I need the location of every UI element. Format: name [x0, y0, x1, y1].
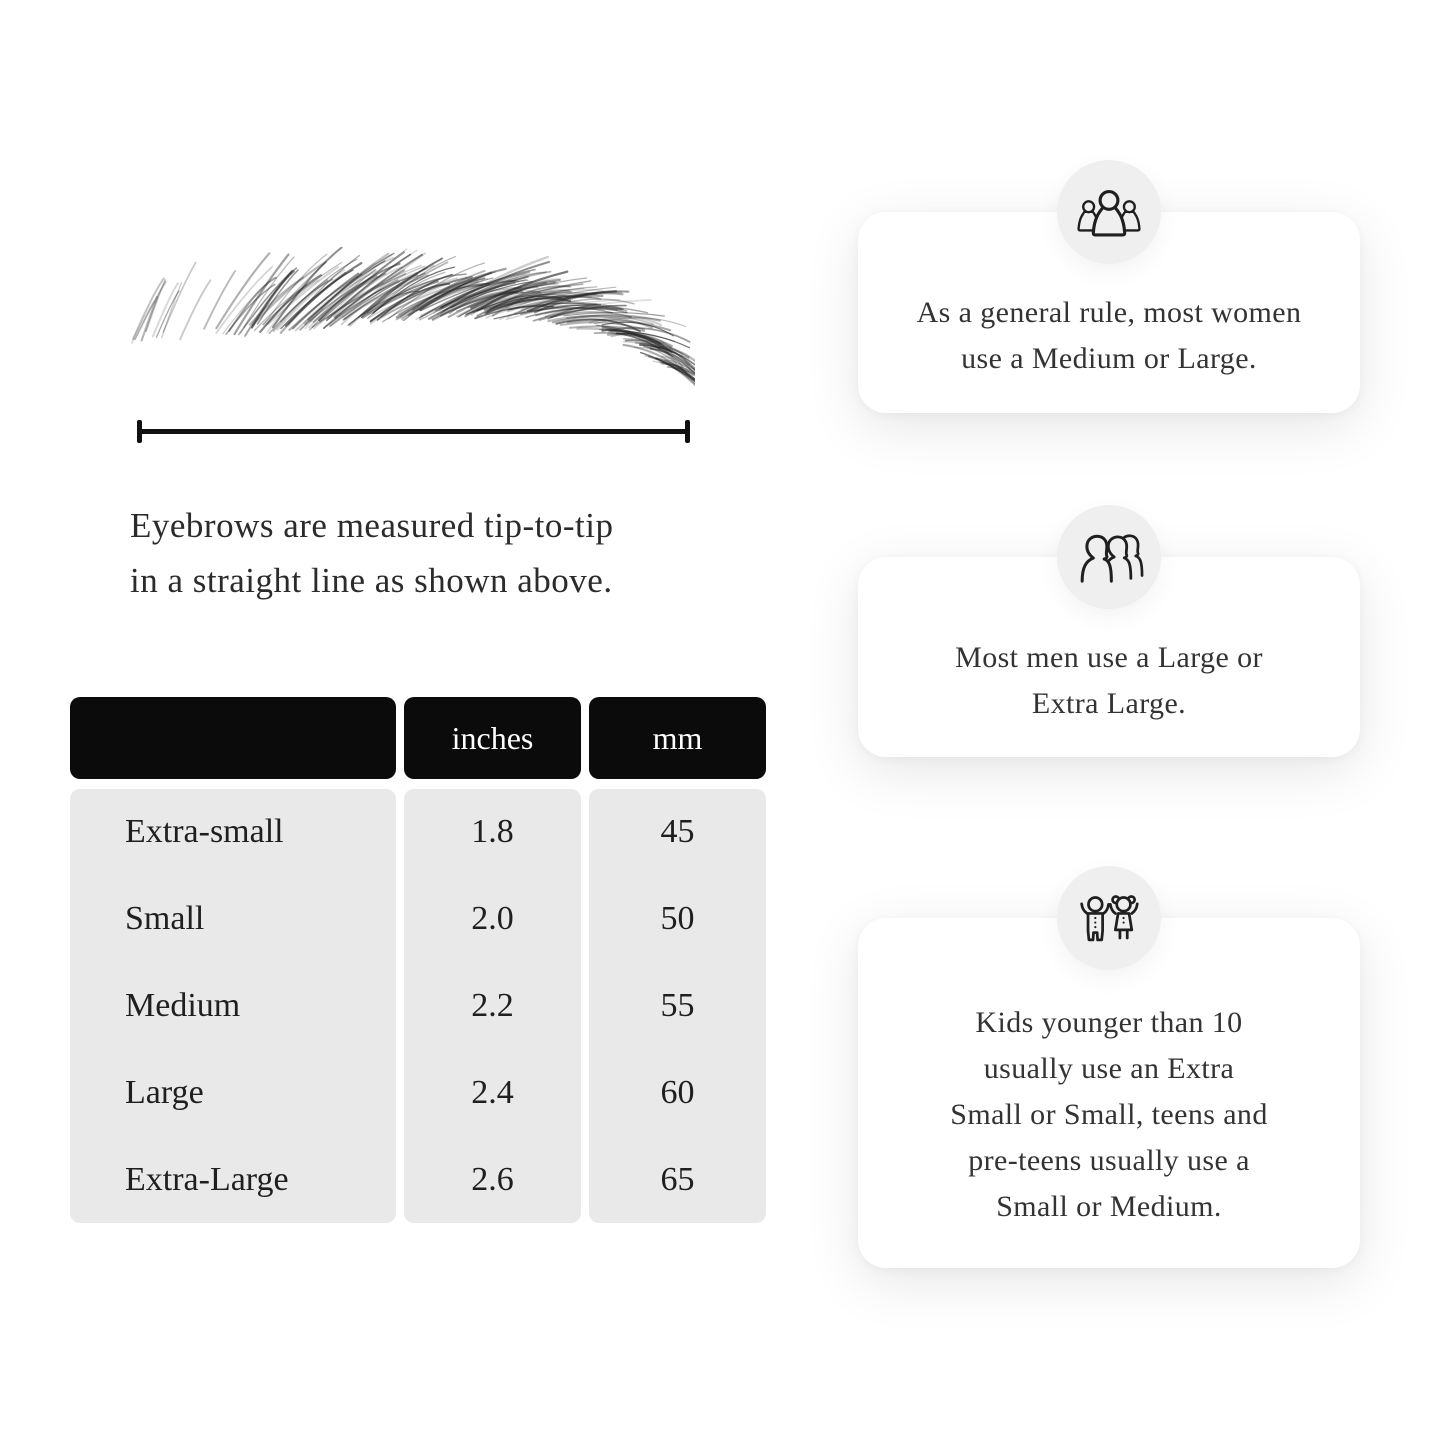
measurement-line-right-cap	[685, 420, 690, 443]
table-header-size	[70, 697, 396, 779]
size-table-header	[70, 697, 766, 779]
measurement-line-left-cap	[137, 420, 142, 443]
size-mm: 50	[660, 900, 695, 938]
size-inches: 2.6	[471, 1160, 514, 1198]
info-card-men	[858, 557, 1360, 757]
size-name: Extra-Large	[125, 1160, 289, 1198]
size-table	[70, 697, 766, 1223]
size-inches: 1.8	[471, 813, 514, 851]
size-inches: 2.4	[471, 1073, 514, 1111]
size-inches: 2.0	[471, 900, 514, 938]
table-header-inches: inches	[404, 697, 581, 779]
size-mm: 60	[660, 1073, 695, 1111]
size-mm: 65	[660, 1160, 695, 1198]
size-name: Large	[125, 1073, 204, 1111]
size-name: Medium	[125, 986, 241, 1024]
size-mm: 45	[660, 813, 695, 851]
info-card-men-text: Most men use a Large or Extra Large.	[955, 641, 1263, 720]
table-row	[70, 876, 766, 963]
women-group-icon	[1057, 160, 1161, 264]
table-row	[70, 963, 766, 1050]
caption-line: Eyebrows are measured tip-to-tip	[130, 506, 614, 545]
kids-icon	[1057, 866, 1161, 970]
size-table-body	[70, 789, 766, 1223]
size-mm: 55	[660, 986, 695, 1024]
table-row	[70, 1049, 766, 1136]
table-header-mm: mm	[589, 697, 766, 779]
info-card-women-text: As a general rule, most women use a Medium or Large.	[916, 296, 1302, 375]
caption-line: in a straight line as shown above.	[130, 561, 613, 600]
men-group-icon	[1057, 505, 1161, 609]
eyebrow-illustration	[115, 238, 695, 410]
size-name: Extra-small	[125, 813, 284, 851]
size-name: Small	[125, 900, 205, 938]
info-card-women	[858, 212, 1360, 413]
info-card-kids-text: Kids younger than 10 usually use an Extra Small or Small, teens and pre-teens usually use a Small or Medium.	[950, 1006, 1268, 1223]
measurement-caption	[130, 498, 750, 608]
size-inches: 2.2	[471, 986, 514, 1024]
measurement-line	[137, 429, 690, 434]
table-row	[70, 1136, 766, 1223]
table-rows	[70, 789, 766, 1223]
table-row	[70, 789, 766, 876]
info-card-kids	[858, 918, 1360, 1268]
